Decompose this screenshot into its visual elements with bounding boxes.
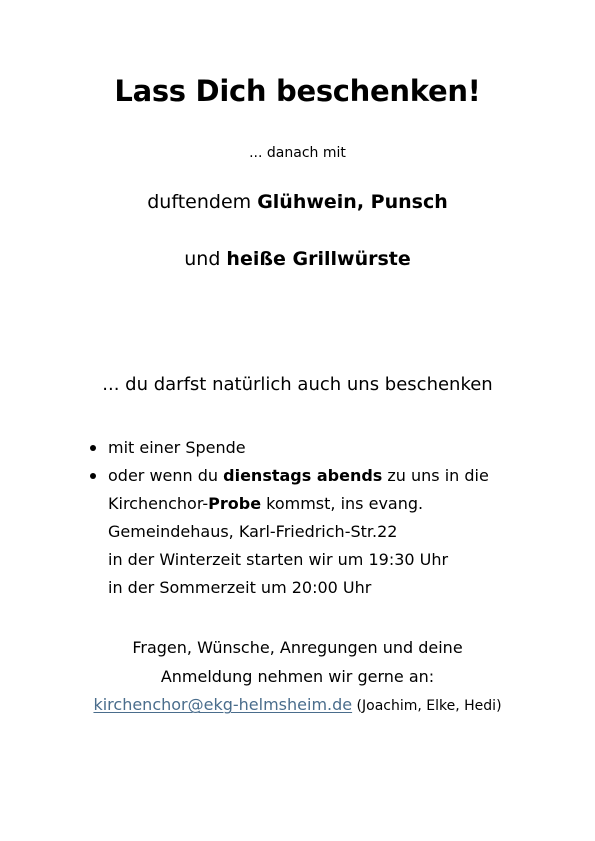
bullet-icon <box>90 473 96 479</box>
drinks-line <box>0 191 595 213</box>
food-bold: heiße Grillwürste <box>226 248 411 270</box>
contact-block <box>0 634 595 721</box>
gift-line: ... du darfst natürlich auch uns beschenken <box>102 374 493 395</box>
list-item <box>90 462 560 602</box>
address-line: Gemeindehaus, Karl-Friedrich-Str.22 <box>108 522 398 541</box>
text-fragment: kommst, ins evang. <box>261 494 424 513</box>
text-fragment: oder wenn du <box>108 466 224 485</box>
text-fragment: Kirchenchor- <box>108 494 209 513</box>
bullet-list <box>90 434 560 602</box>
bold-fragment: Probe <box>208 494 262 513</box>
list-item-line <box>108 490 560 518</box>
text-fragment: zu uns in die <box>382 466 489 485</box>
email-link[interactable]: kirchenchor@ekg-helmsheim.de <box>93 695 353 714</box>
bold-fragment: dienstags abends <box>223 466 383 485</box>
food-prefix: und <box>184 248 227 270</box>
contact-line-1: Fragen, Wünsche, Anregungen und deine <box>132 638 463 657</box>
contact-line-3 <box>0 691 595 721</box>
intro-text: ... danach mit <box>249 145 346 161</box>
drinks-prefix: duftendem <box>147 191 258 213</box>
list-item-text: mit einer Spende <box>108 438 246 457</box>
list-item-line <box>108 462 560 490</box>
food-line <box>0 248 595 270</box>
contact-names: (Joachim, Elke, Hedi) <box>352 698 502 714</box>
summer-time-line: in der Sommerzeit um 20:00 Uhr <box>108 578 372 597</box>
contact-line-2: Anmeldung nehmen wir gerne an: <box>160 666 435 686</box>
winter-time-line: in der Winterzeit starten wir um 19:30 Uhr <box>108 550 449 569</box>
drinks-bold: Glühwein, Punsch <box>257 191 448 213</box>
page-title: Lass Dich beschenken! <box>114 74 481 108</box>
bullet-icon <box>90 445 96 451</box>
list-item <box>90 434 560 462</box>
